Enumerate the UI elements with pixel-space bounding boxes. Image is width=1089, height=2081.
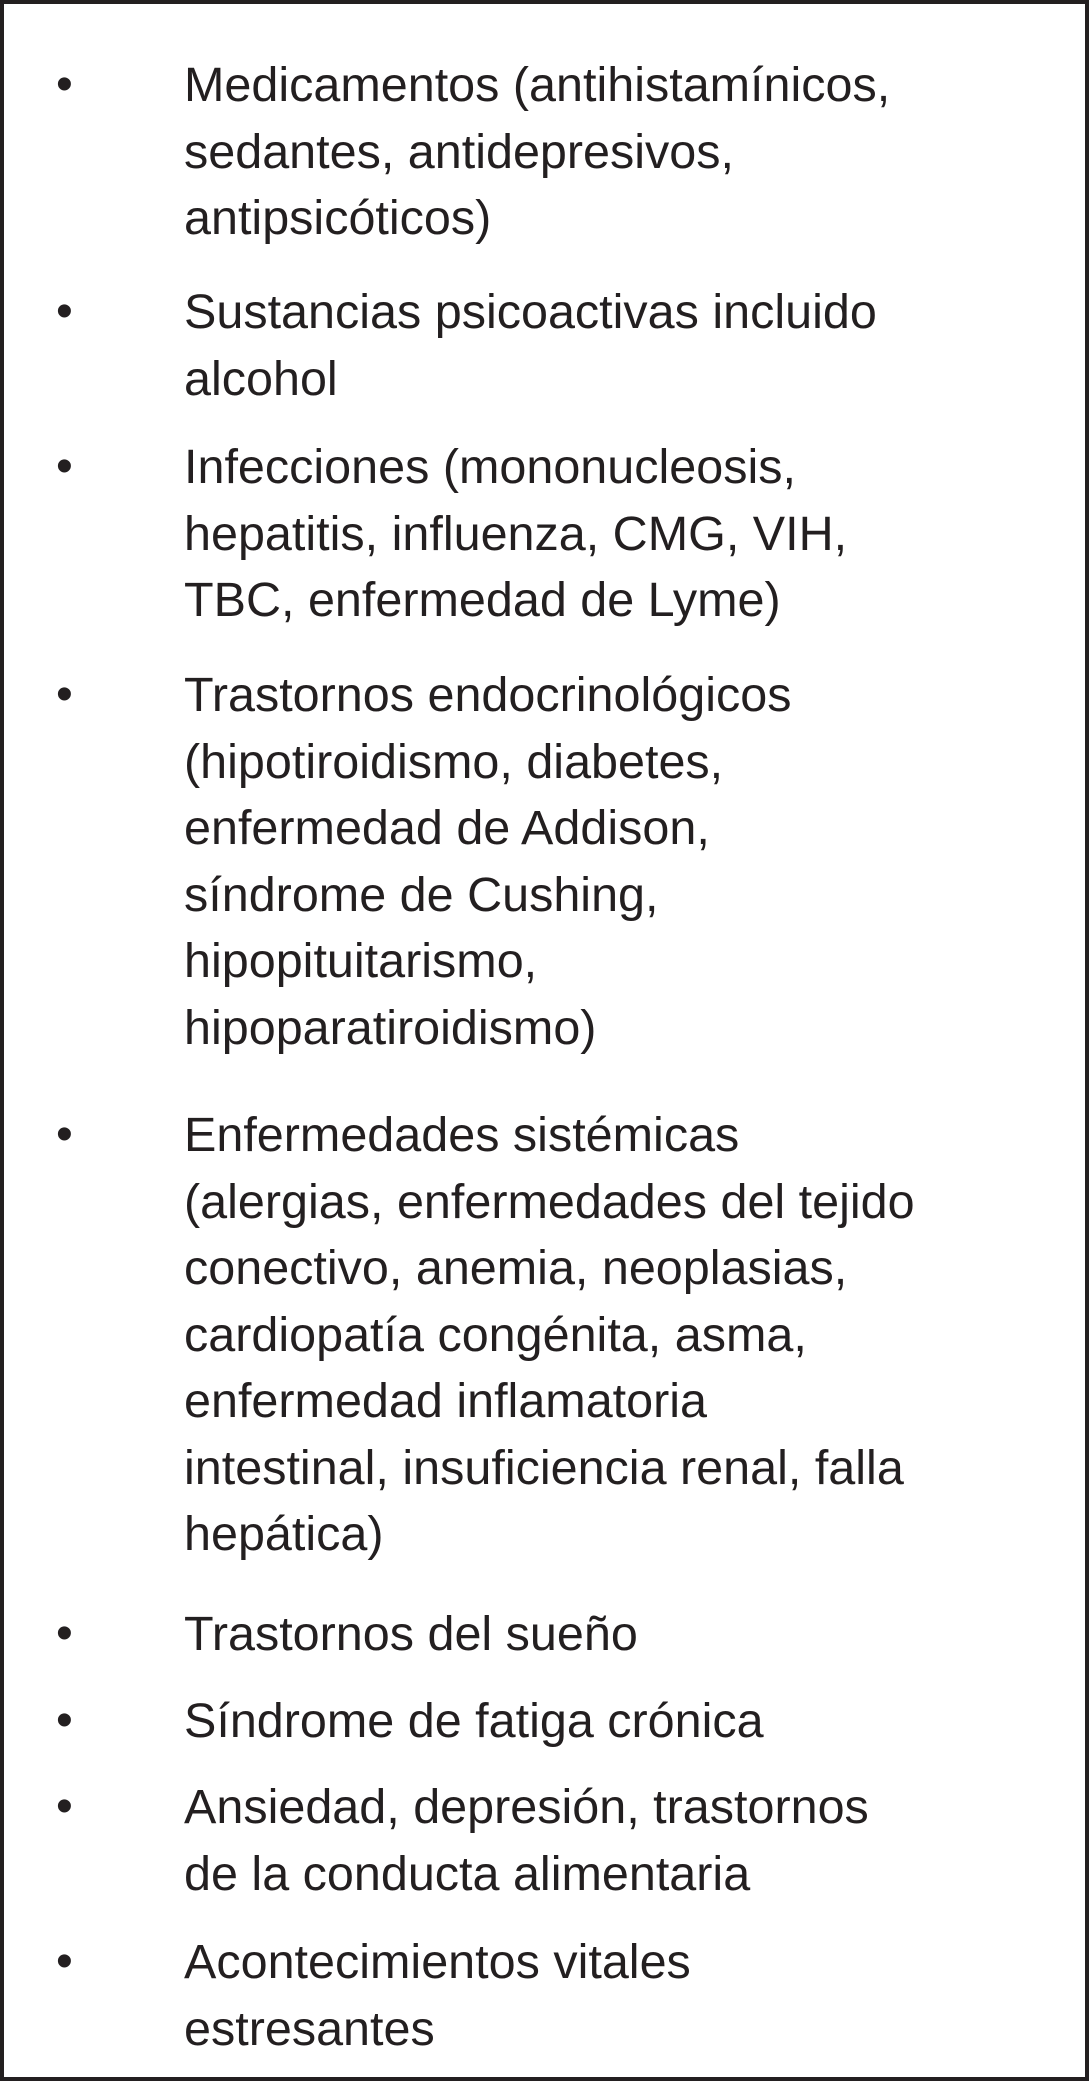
bullet-icon: • bbox=[56, 58, 73, 111]
list-item-text: Acontecimientos vitales estresantes bbox=[184, 1935, 691, 2056]
list-item-text: Enfermedades sistémicas (alergias, enfermedades del tejido conectivo, anemia, neoplasias, cardiopatía congénita, asma, enfermedad inflamatoria intestinal, insuficiencia renal, falla hepática) bbox=[184, 1108, 915, 1561]
list-item-text: Ansiedad, depresión, trastornos de la conducta alimentaria bbox=[184, 1780, 869, 1901]
bullet-icon: • bbox=[56, 1694, 73, 1747]
bullet-icon: • bbox=[56, 285, 73, 338]
list-item-text: Síndrome de fatiga crónica bbox=[184, 1694, 764, 1748]
list-item-text: Sustancias psicoactivas incluido alcohol bbox=[184, 285, 877, 406]
bullet-icon: • bbox=[56, 440, 73, 493]
list-item-text: Trastornos del sueño bbox=[184, 1607, 638, 1661]
bullet-icon: • bbox=[56, 1935, 73, 1988]
bullet-list bbox=[4, 4, 1085, 2077]
list-item-text: Infecciones (mononucleosis, hepatitis, influenza, CMG, VIH, TBC, enfermedad de Lyme) bbox=[184, 440, 848, 627]
bullet-icon: • bbox=[56, 668, 73, 721]
list-item-text: Medicamentos (antihistamínicos, sedantes, antidepresivos, antipsicóticos) bbox=[184, 58, 891, 245]
bullet-icon: • bbox=[56, 1607, 73, 1660]
bullet-icon: • bbox=[56, 1108, 73, 1161]
bullet-icon: • bbox=[56, 1780, 73, 1833]
list-item-text: Trastornos endocrinológicos (hipotiroidismo, diabetes, enfermedad de Addison, síndrome de Cushing, hipopituitarismo, hipoparatiroidismo) bbox=[184, 668, 792, 1055]
